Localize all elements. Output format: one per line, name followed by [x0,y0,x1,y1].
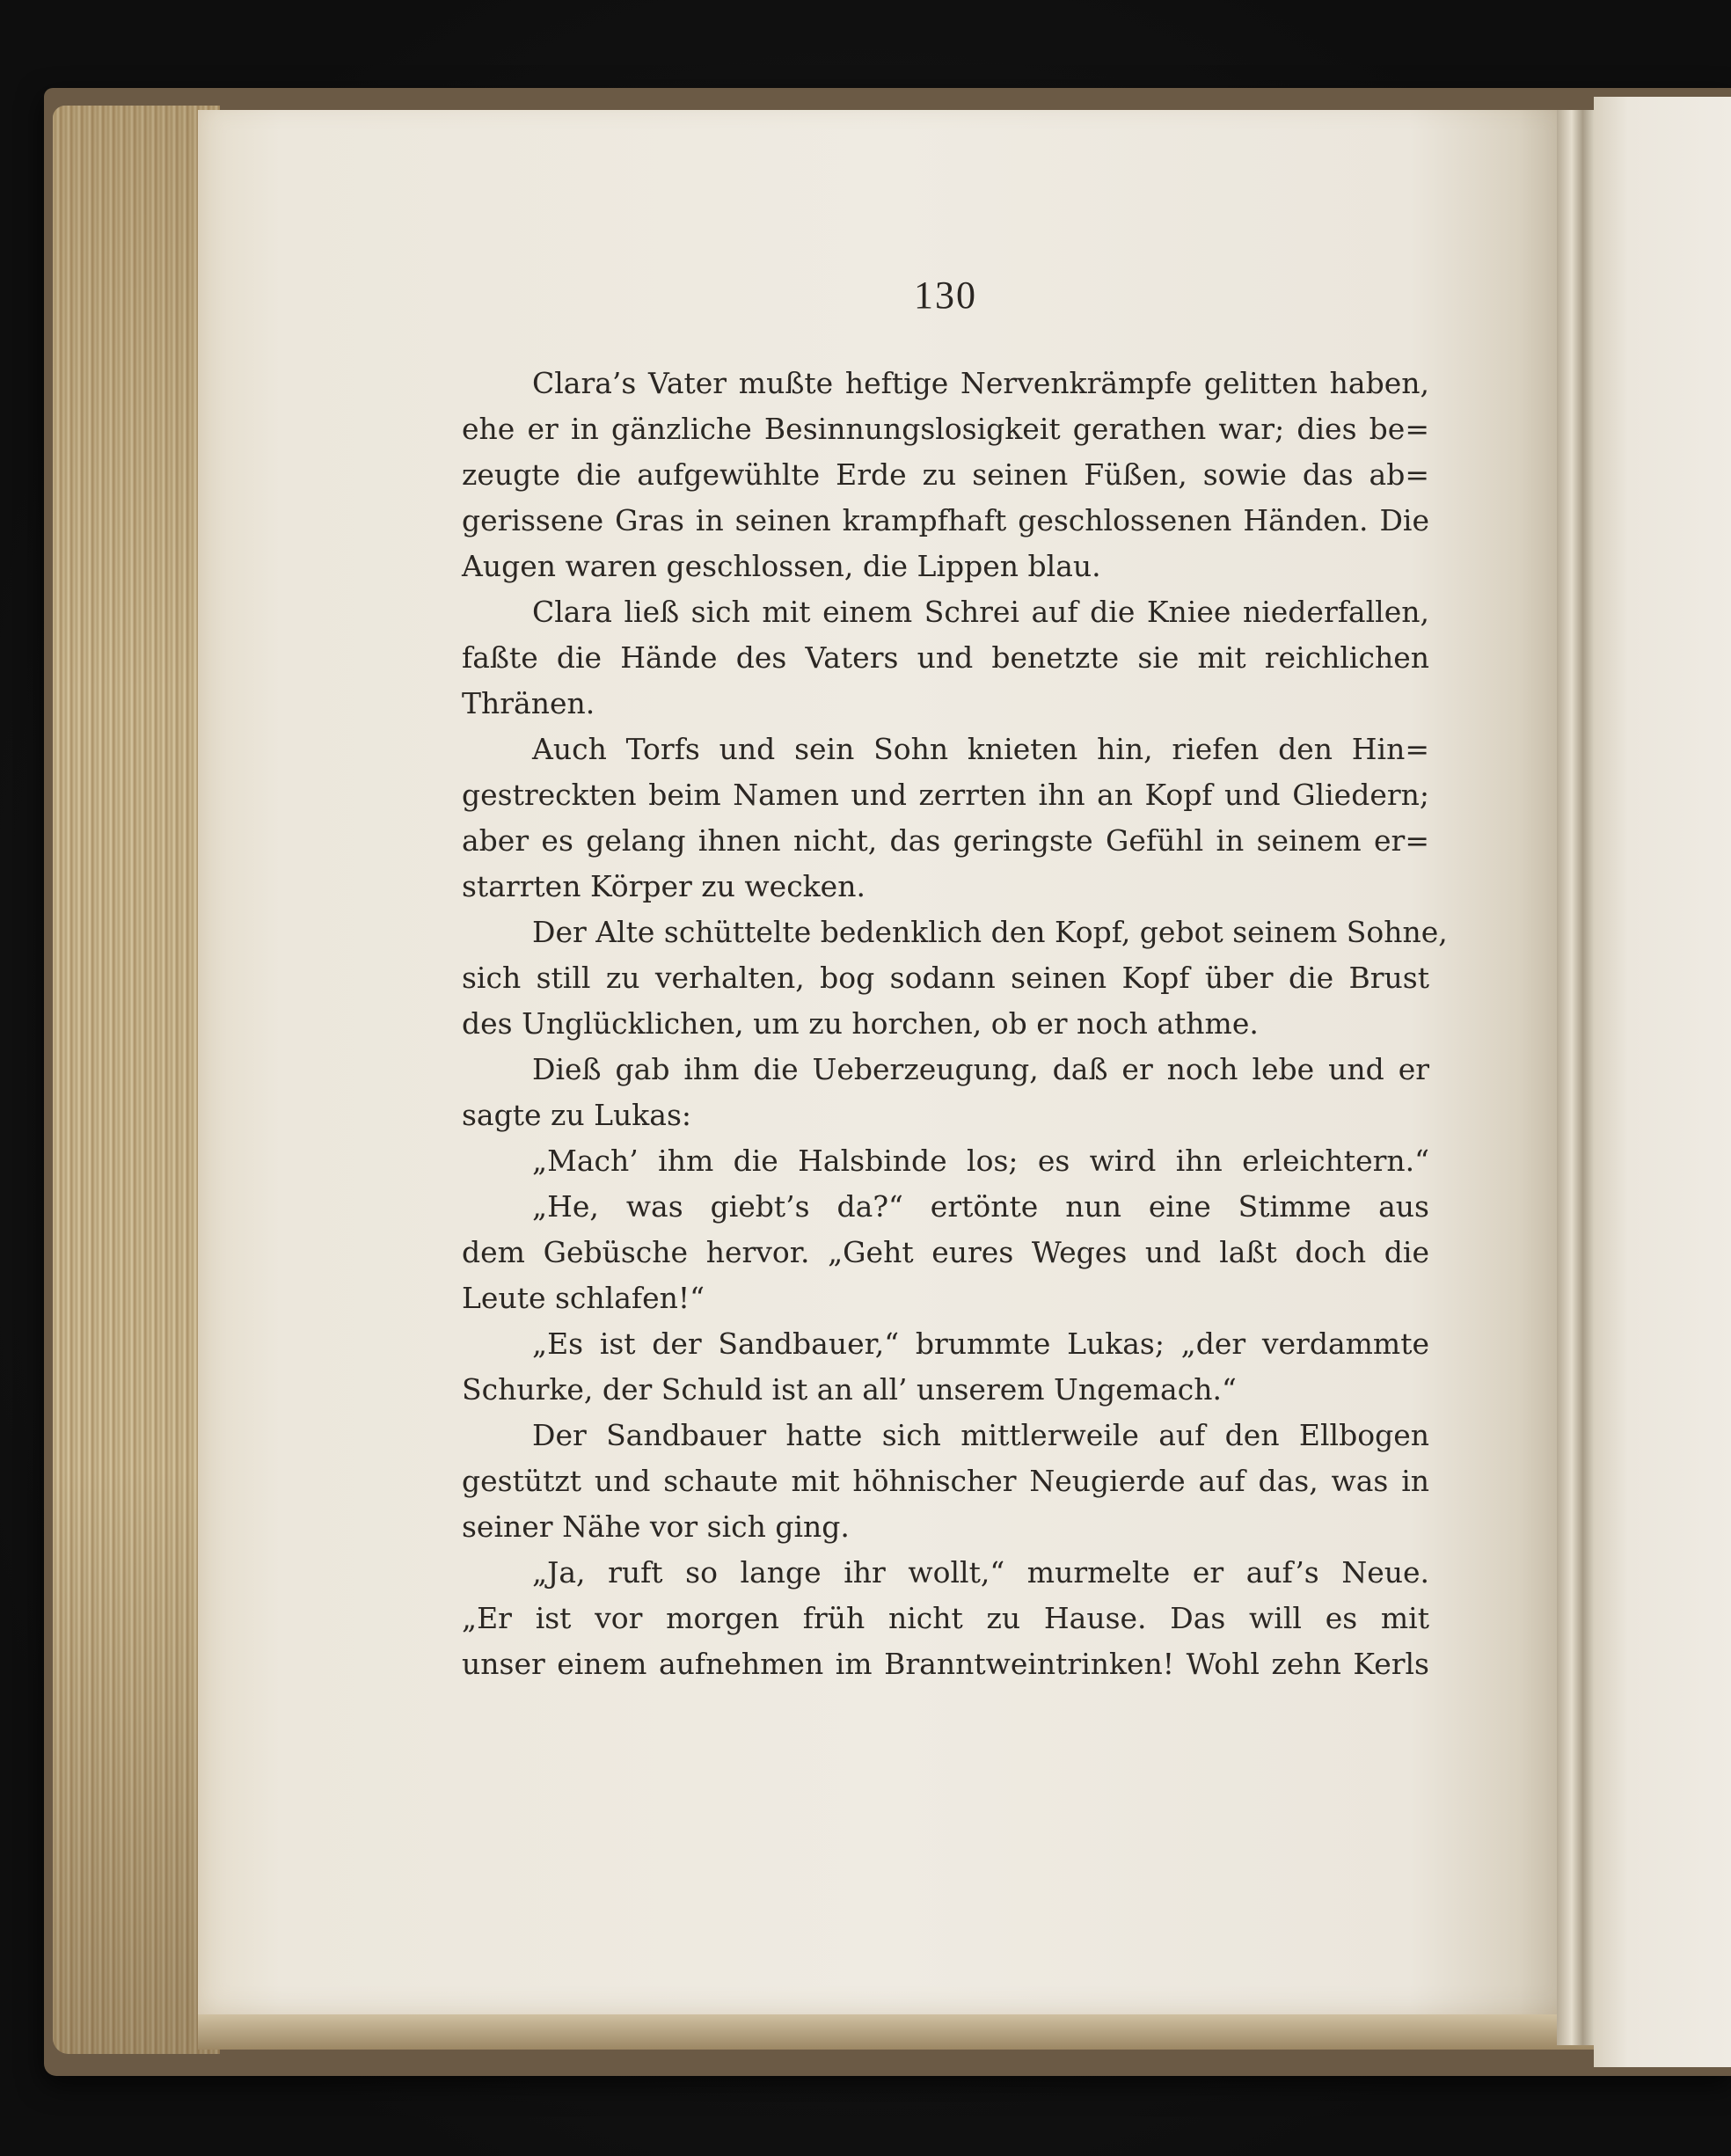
text-line: dem Gebüsche hervor. „Geht eures Weges und laßt doch die [462,1235,1429,1269]
text-line: starrten Körper zu wecken. [462,869,866,903]
text-line: Clara ließ sich mit einem Schrei auf die Kniee niederfallen, [532,595,1429,629]
text-line: „Ja, ruft so lange ihr wollt,“ murmelte er auf’s Neue. [532,1555,1429,1590]
text-line: Auch Torfs und sein Sohn knieten hin, riefen den Hin= [532,732,1429,766]
text-line: sich still zu verhalten, bog sodann seinen Kopf über die Brust [462,961,1429,995]
book-gutter [1557,110,1594,2045]
text-line: des Unglücklichen, um zu horchen, ob er noch athme. [462,1006,1259,1041]
text-line: Der Alte schüttelte bedenklich den Kopf, gebot seinem Sohne, [532,915,1448,949]
page-bottom-edge [198,2014,1594,2050]
text-line: seiner Nähe vor sich ging. [462,1509,850,1544]
page-number: 130 [914,274,977,317]
text-line: gestützt und schaute mit höhnischer Neugierde auf das, was in [462,1464,1429,1498]
text-line: „He, was giebt’s da?“ ertönte nun eine Stimme aus [532,1189,1429,1224]
text-line: Der Sandbauer hatte sich mittlerweile auf den Ellbogen [532,1418,1429,1452]
text-line: aber es gelang ihnen nicht, das geringste Gefühl in seinem er= [462,823,1429,858]
text-line: faßte die Hände des Vaters und benetzte sie mit reichlichen [462,640,1429,675]
text-line: „Mach’ ihm die Halsbinde los; es wird ihn erleichtern.“ [532,1144,1429,1178]
text-line: Leute schlafen!“ [462,1281,705,1315]
text-line: unser einem aufnehmen im Branntweintrinken! Wohl zehn Kerls [462,1647,1429,1681]
right-page [1594,97,1731,2067]
text-line: sagte zu Lukas: [462,1098,692,1132]
text-line: Clara’s Vater mußte heftige Nervenkrämpfe gelitten haben, [532,366,1429,400]
text-line: „Er ist vor morgen früh nicht zu Hause. Das will es mit [462,1601,1429,1635]
text-line: ehe er in gänzliche Besinnungslosigkeit gerathen war; dies be= [462,412,1429,446]
text-line: Schurke, der Schuld ist an all’ unserem Ungemach.“ [462,1372,1237,1407]
text-line: gestreckten beim Namen und zerrten ihn an Kopf und Gliedern; [462,778,1429,812]
text-line: gerissene Gras in seinen krampfhaft geschlossenen Händen. Die [462,503,1429,537]
text-line: zeugte die aufgewühlte Erde zu seinen Füßen, sowie das ab= [462,457,1429,492]
page-edges [53,106,220,2054]
text-line: Dieß gab ihm die Ueberzeugung, daß er noch lebe und er [532,1052,1429,1086]
text-line: „Es ist der Sandbauer,“ brummte Lukas; „der verdammte [532,1326,1429,1361]
text-line: Thränen. [462,686,595,720]
body-text [462,361,1448,1687]
text-line: Augen waren geschlossen, die Lippen blau. [462,549,1101,583]
